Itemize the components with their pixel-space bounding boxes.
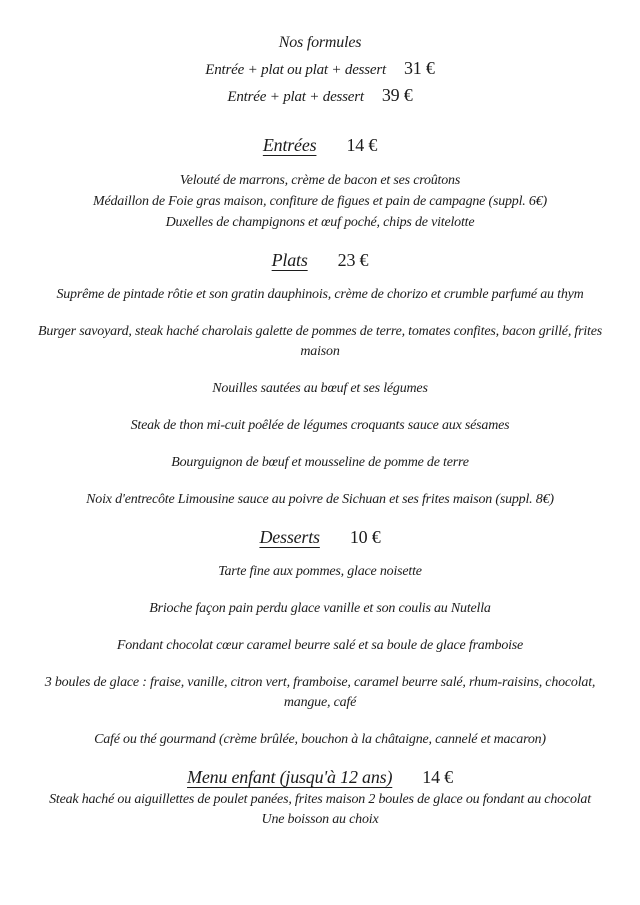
menu-item: 3 boules de glace : fraise, vanille, citron vert, framboise, caramel beurre salé, rhum-raisins, chocolat, mangue, café	[44, 675, 596, 710]
menu-item: Bourguignon de bœuf et mousseline de pomme de terre	[171, 455, 469, 470]
section-items	[30, 170, 610, 233]
menu-item: Steak haché ou aiguillettes de poulet panées, frites maison 2 boules de glace ou fondant au chocolat	[49, 792, 591, 807]
formula-label: Entrée + plat + dessert	[227, 89, 364, 105]
section-title: Desserts	[259, 527, 320, 547]
section-header	[30, 766, 610, 788]
menu-section	[30, 766, 610, 830]
section-header	[30, 249, 610, 271]
formula-price: 31 €	[404, 58, 435, 78]
section-header	[30, 526, 610, 548]
menu-item: Brioche façon pain perdu glace vanille et son coulis au Nutella	[149, 601, 491, 616]
menu-item: Suprême de pintade rôtie et son gratin dauphinois, crème de chorizo et crumble parfumé au thym	[56, 287, 584, 302]
section-title: Entrées	[262, 135, 317, 155]
menu-section	[30, 526, 610, 750]
formules-section	[30, 30, 610, 110]
section-title: Menu enfant (jusqu'à 12 ans)	[187, 767, 393, 787]
section-price: 14 €	[422, 767, 453, 787]
menu-item: Une boisson au choix	[261, 812, 379, 827]
menu-item: Velouté de marrons, crème de bacon et ses croûtons	[179, 173, 461, 188]
menu-item: Fondant chocolat cœur caramel beurre salé et sa boule de glace framboise	[116, 638, 524, 653]
formula-line	[30, 83, 610, 110]
menu-item: Duxelles de champignons et œuf poché, chips de vitelotte	[165, 215, 475, 230]
formula-line	[30, 56, 610, 83]
section-title: Plats	[271, 250, 308, 270]
section-price: 14 €	[346, 135, 378, 155]
formula-label: Entrée + plat ou plat + dessert	[205, 62, 386, 78]
section-items	[30, 790, 610, 830]
menu-item: Nouilles sautées au bœuf et ses légumes	[212, 381, 428, 396]
section-price: 10 €	[349, 527, 381, 547]
menu-item: Noix d'entrecôte Limousine sauce au poivre de Sichuan et ses frites maison (suppl. 8€)	[86, 492, 554, 507]
menu-item: Steak de thon mi-cuit poêlée de légumes croquants sauce aux sésames	[130, 418, 510, 433]
menu-section	[30, 249, 610, 510]
section-header	[30, 134, 610, 156]
menu-item: Tarte fine aux pommes, glace noisette	[218, 564, 422, 579]
menu-item: Burger savoyard, steak haché charolais galette de pommes de terre, tomates confites, bacon grillé, frites maison	[37, 324, 603, 359]
section-items	[30, 562, 610, 750]
menu-item: Café ou thé gourmand (crème brûlée, bouchon à la châtaigne, cannelé et macaron)	[94, 732, 546, 747]
menu-section	[30, 134, 610, 233]
formula-price: 39 €	[381, 85, 413, 105]
menu-sections	[30, 134, 610, 830]
formules-title: Nos formules	[278, 34, 362, 51]
section-price: 23 €	[337, 250, 369, 270]
formules-lines	[30, 56, 610, 110]
menu-item: Médaillon de Foie gras maison, confiture de figues et pain de campagne (suppl. 6€)	[93, 194, 547, 209]
section-items	[30, 285, 610, 510]
